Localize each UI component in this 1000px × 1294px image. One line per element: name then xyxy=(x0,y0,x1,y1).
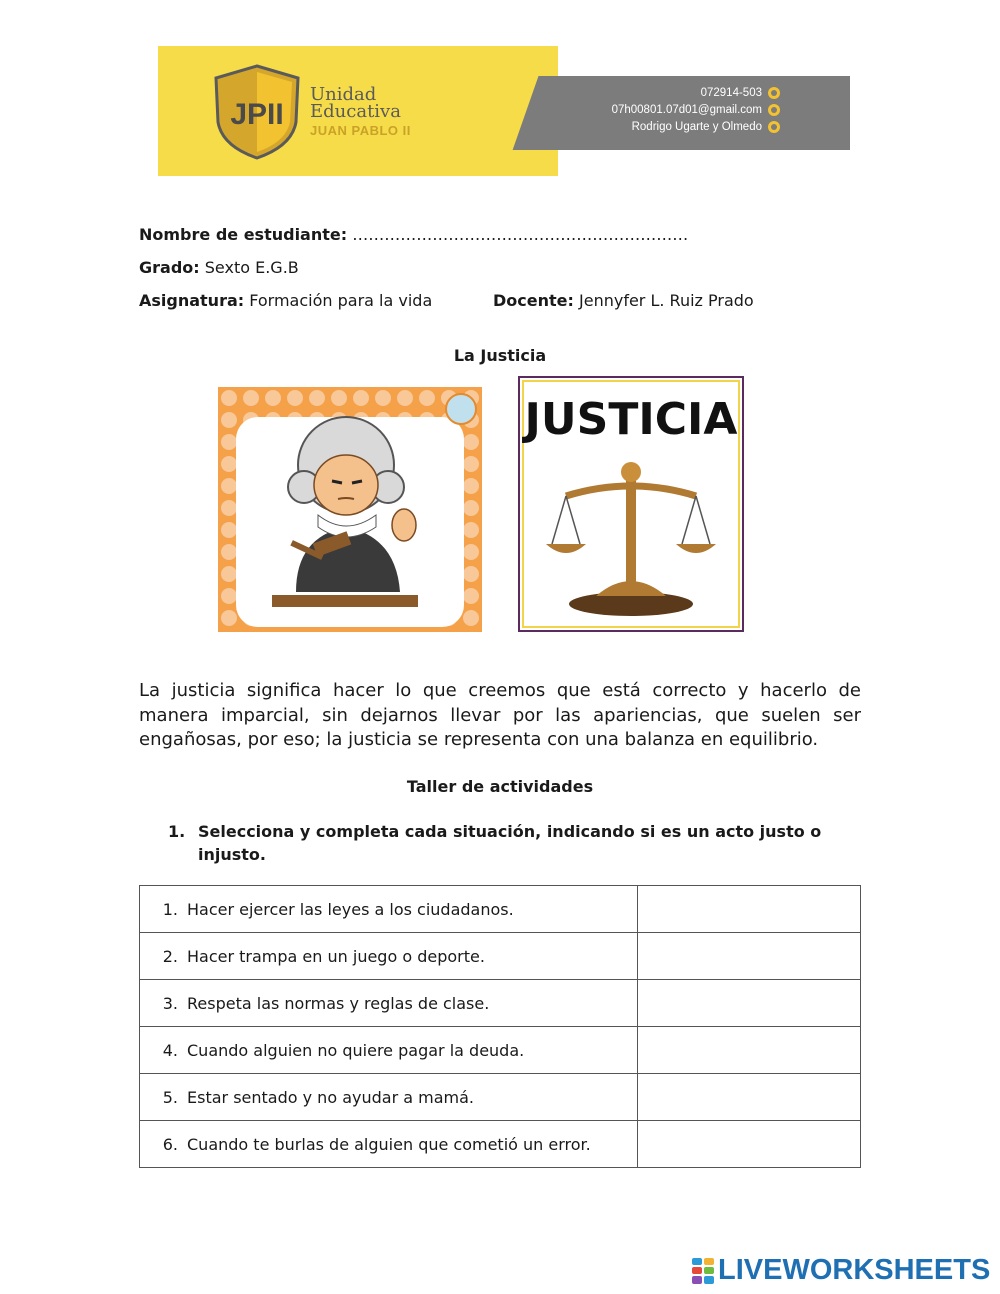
answer-field[interactable] xyxy=(638,1121,861,1168)
contact-email: 07h00801.07d01@gmail.com xyxy=(611,103,762,116)
student-name-row xyxy=(139,225,688,244)
item-cell xyxy=(140,886,638,933)
workshop-title: Taller de actividades xyxy=(406,777,594,796)
activity-table xyxy=(139,885,861,1168)
scale-image-title: JUSTICIA xyxy=(524,394,738,445)
student-name-field[interactable]: ……………………………………………………… xyxy=(352,225,689,244)
school-shield-logo xyxy=(212,64,302,160)
liveworksheets-logo-icon xyxy=(692,1258,714,1284)
page-title: La Justicia xyxy=(453,346,547,365)
item-cell xyxy=(140,1074,638,1121)
phone-icon xyxy=(768,87,780,99)
contact-phone-row xyxy=(612,84,780,101)
answer-field[interactable] xyxy=(638,980,861,1027)
school-name xyxy=(310,86,411,139)
contact-block xyxy=(612,84,780,135)
item-cell xyxy=(140,980,638,1027)
item-number: 4. xyxy=(162,1040,178,1060)
contact-phone: 072914-503 xyxy=(700,86,762,99)
item-text: Cuando te burlas de alguien que cometió un error. xyxy=(187,1134,591,1154)
school-name-line1: Unidad xyxy=(310,84,377,105)
item-cell xyxy=(140,933,638,980)
grade-row xyxy=(139,258,299,277)
subject-label: Asignatura: xyxy=(139,291,245,310)
contact-email-row xyxy=(612,101,780,118)
item-number: 1. xyxy=(162,899,178,919)
grade-value: Sexto E.G.B xyxy=(204,258,299,277)
logo-mark-text: JPII xyxy=(230,98,284,131)
student-name-label: Nombre de estudiante: xyxy=(139,225,348,244)
liveworksheets-text: LIVEWORKSHEETS xyxy=(718,1254,991,1286)
subject-value: Formación para la vida xyxy=(249,291,433,310)
item-text: Hacer trampa en un juego o deporte. xyxy=(187,946,485,966)
item-number: 3. xyxy=(162,993,178,1013)
school-name-line2: Educativa xyxy=(310,101,401,122)
table-row xyxy=(140,1074,861,1121)
answer-field[interactable] xyxy=(638,886,861,933)
question-number: 1. xyxy=(168,822,186,841)
contact-address: Rodrigo Ugarte y Olmedo xyxy=(631,120,762,133)
justice-definition: La justicia significa hacer lo que creemos que está correcto y hacerlo de manera imparcial, sin dejarnos llevar por las apariencias, que suelen ser engañosas, por eso; la justicia se representa con una balanza en equilibrio. xyxy=(139,680,861,750)
subject-row xyxy=(139,291,432,310)
table-row xyxy=(140,886,861,933)
answer-field[interactable] xyxy=(638,1027,861,1074)
school-name-line3: JUAN PABLO II xyxy=(310,123,411,138)
teacher-row xyxy=(493,291,754,310)
item-text: Estar sentado y no ayudar a mamá. xyxy=(187,1087,474,1107)
item-text: Respeta las normas y reglas de clase. xyxy=(187,993,490,1013)
item-cell xyxy=(140,1121,638,1168)
contact-address-row xyxy=(612,118,780,135)
item-cell xyxy=(140,1027,638,1074)
question-1 xyxy=(168,820,828,866)
teacher-value: Jennyfer L. Ruiz Prado xyxy=(579,291,754,310)
item-text: Cuando alguien no quiere pagar la deuda. xyxy=(187,1040,525,1060)
table-row xyxy=(140,1121,861,1168)
table-row xyxy=(140,933,861,980)
item-number: 2. xyxy=(162,946,178,966)
header-banner xyxy=(158,46,850,176)
teacher-label: Docente: xyxy=(493,291,574,310)
question-text: Selecciona y completa cada situación, indicando si es un acto justo o injusto. xyxy=(198,822,822,864)
scale-illustration xyxy=(518,376,744,632)
judge-illustration xyxy=(218,387,482,632)
grade-label: Grado: xyxy=(139,258,200,277)
item-number: 6. xyxy=(162,1134,178,1154)
item-text: Hacer ejercer las leyes a los ciudadanos. xyxy=(187,899,514,919)
table-row xyxy=(140,1027,861,1074)
location-icon xyxy=(768,121,780,133)
answer-field[interactable] xyxy=(638,1074,861,1121)
email-icon xyxy=(768,104,780,116)
table-row xyxy=(140,980,861,1027)
item-number: 5. xyxy=(162,1087,178,1107)
liveworksheets-brand[interactable] xyxy=(692,1254,990,1287)
answer-field[interactable] xyxy=(638,933,861,980)
